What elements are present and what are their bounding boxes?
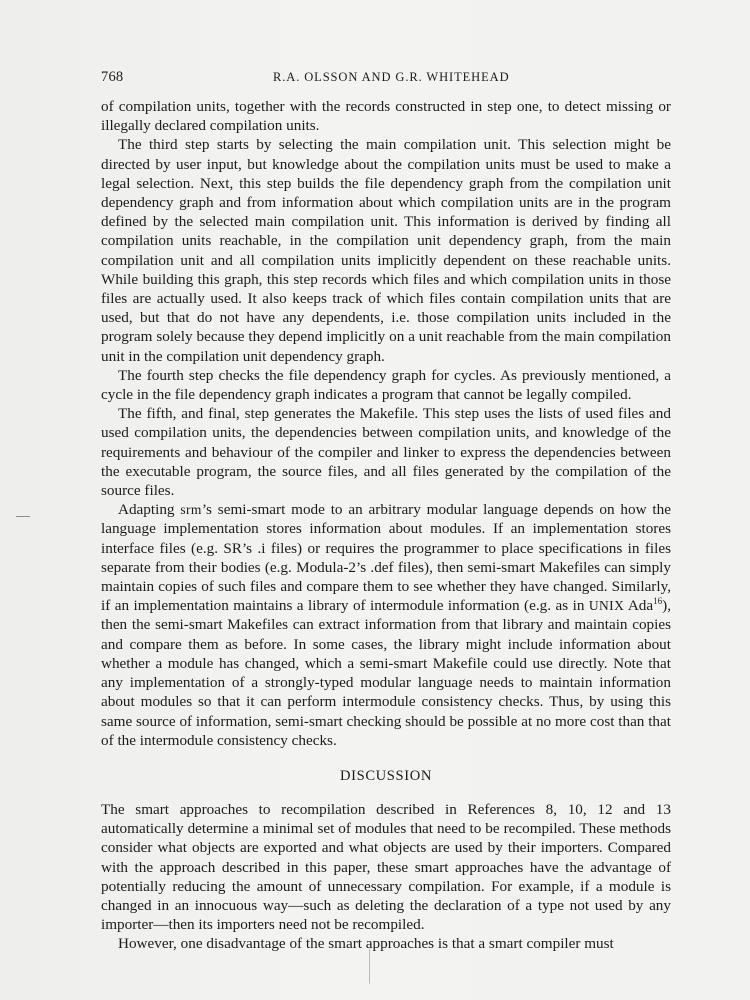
page-header	[101, 69, 671, 87]
margin-mark	[16, 516, 30, 517]
text-run: ’s semi-smart mode to an arbitrary modular language depends on how the language implementation stores information about modules. If an implementation stores interface files (e.g. SR’s	[101, 501, 671, 557]
page-number: 768	[101, 69, 124, 85]
gutter-mark	[369, 948, 373, 984]
paragraph-continued: of compilation units, together with the records constructed in step one, to detect missing or illegally declared compilation units.	[101, 98, 671, 135]
paragraph-discussion-2: However, one disadvantage of the smart approaches is that a smart compiler must	[118, 935, 614, 953]
text-run: files), then semi-smart Makefiles can simply maintain copies of such files and compare them to see whether they have changed. Similarly, if an implementation maintains a library of intermodule information (e.g. as in	[101, 558, 671, 615]
text-run: ), then the semi-smart Makefiles can extract information from that library and maintain copies and compare them as before. In some cases, the library might include information about whether a module has changed, which a semi-smart Makefile could use directly. Note that any implementation of a strongly-typed modular language needs to maintain information about modules so that it can perform intermodule consistency checks. Thus, by using this same source of information, semi-smart checking should be possible at no more cost than that of the intermodule consistency checks.	[101, 597, 671, 749]
paragraph-fourth-step: The fourth step checks the file dependency graph for cycles. As previously mentioned, a cycle in the file dependency graph indicates a program that cannot be legally compiled.	[101, 366, 671, 404]
section-heading: DISCUSSION	[340, 767, 432, 784]
paragraph-fifth-step: The fifth, and final, step generates the Makefile. This step uses the lists of used files and used compilation units, the dependencies between compilation units, and knowledge of the requirements and behaviour of the compiler and linker to express the dependencies between the executable program, the source files, and all files generated by the compilation of the source files.	[101, 405, 671, 500]
text-run: files) or requires the programmer to place specifications in files separate from their bodies (e.g. Modula-2’s	[101, 539, 672, 576]
paragraph-semi-smart-mode	[101, 500, 671, 750]
file-extension-i: .i	[257, 539, 266, 557]
file-extension-def: .def	[370, 558, 394, 576]
paragraph-discussion-1: The smart approaches to recompilation described in References 8, 10, 12 and 13 automatically determine a minimal set of modules that need to be recompiled. These methods consider what objects are exported and what objects are used by their importers. Compared with the approach described in this paper, these smart approaches have the advantage of potentially reducing the amount of unnecessary compilation. For example, if a module is changed in an innocuous way—such as deleting the declaration of a type not used by any importer—then its importers need not be recompiled.	[101, 800, 671, 934]
tool-name-srm: srm	[180, 502, 202, 518]
unix-name: UNIX	[588, 598, 625, 614]
paragraph-third-step: The third step starts by selecting the main compilation unit. This selection might be directed by user input, but knowledge about the compilation units must be used to make a legal selection. Next, this step builds the file dependency graph from the compilation unit dependency graph and from information about which compilation units are in the program defined by the selected main compilation unit. This information is derived by finding all compilation units reachable, in the compilation unit dependency graph, from the main compilation unit and all compilation units implicitly dependent on these reachable units. While building this graph, this step records which files and which compilation units in those files are actually used. It also keeps track of which files contain compilation units that are used, but that do not have any dependents, i.e. those compilation units included in the program solely because they depend implicitly on a unit reachable from the main compilation unit in the compilation unit dependency graph.	[101, 136, 671, 365]
reference-superscript: 16	[653, 596, 663, 607]
body-text	[101, 97, 671, 954]
text-run: Ada	[624, 597, 654, 615]
running-head: R.A. OLSSON AND G.R. WHITEHEAD	[273, 70, 510, 84]
text-run: Adapting	[118, 501, 181, 519]
